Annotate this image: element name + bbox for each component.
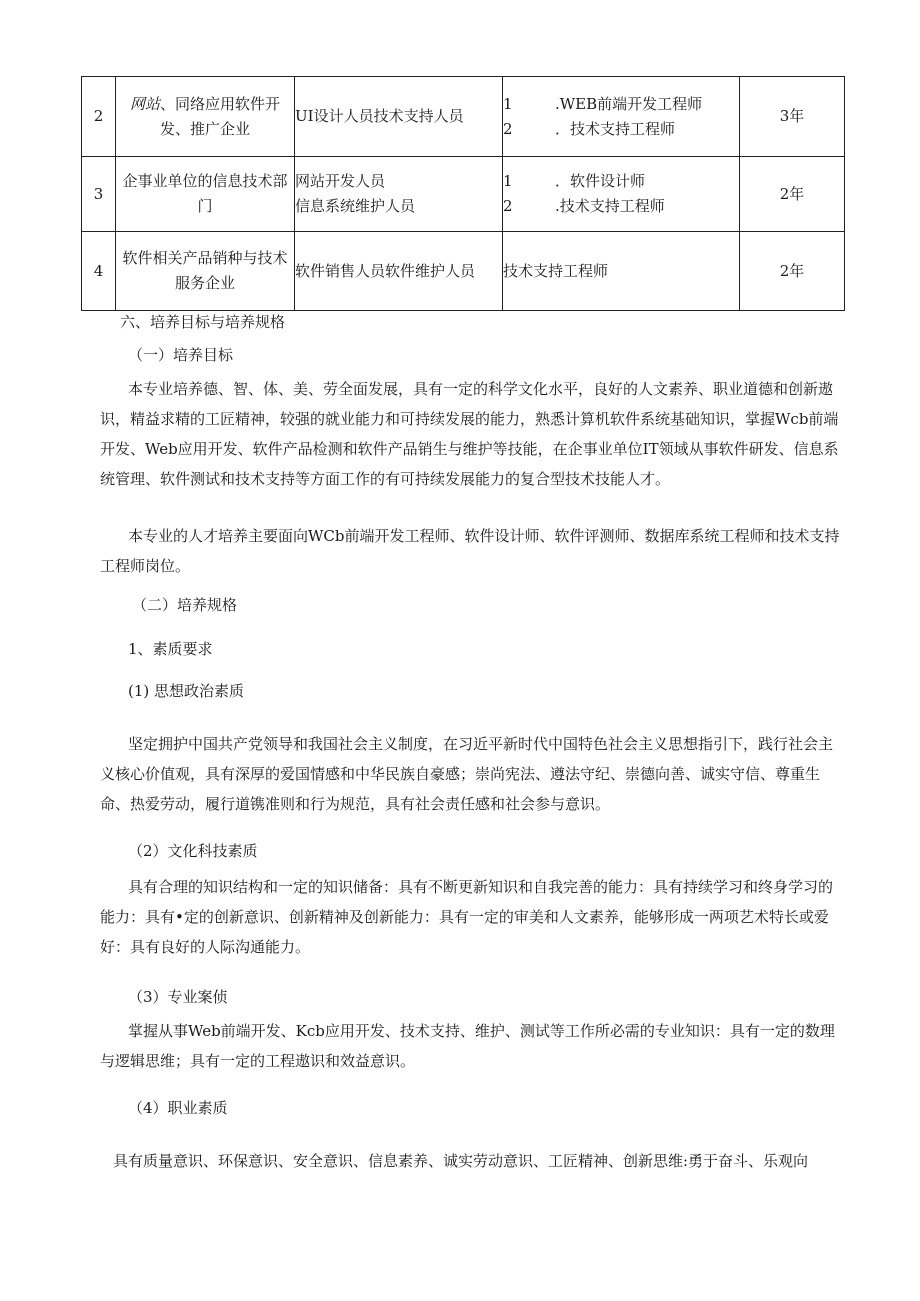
industry-cell bbox=[116, 77, 295, 157]
row-number: 2 bbox=[82, 77, 116, 157]
subsection-heading: （一）培养目标 bbox=[128, 346, 234, 364]
position-cell bbox=[295, 232, 503, 311]
industry-text: 软件相关产品销种与技术服务企业 bbox=[122, 249, 288, 292]
job-cell bbox=[503, 77, 740, 157]
job-line bbox=[503, 169, 739, 194]
paragraph-culture: 具有合理的知识结构和一定的知识储备：具有不断更新知识和自我完善的能力：具有持续学习和终身学习的能力：具有•定的创新意识、创新精神及创新能力：具有一定的审美和人文素养，能够形成一两项艺术特长或爱好：具有良好的人际沟通能力。 bbox=[100, 878, 834, 956]
position-cell bbox=[295, 157, 503, 232]
job-num: 1 bbox=[503, 94, 513, 113]
job-num: 1 bbox=[503, 172, 513, 190]
years-cell: 2年 bbox=[740, 157, 845, 232]
item-heading: 1、素质要求 bbox=[128, 640, 213, 658]
item-heading: （3）专业案侦 bbox=[128, 988, 228, 1006]
paragraph-professional: 掌握从事Web前端开发、Kcb应用开发、技术支持、维护、测试等工作所必需的专业知识：具有一定的数理与逻辑思维；具有一定的工程遨识和效益意识。 bbox=[100, 1022, 835, 1070]
paragraph-orientation: 本专业的人才培养主要面向WCb前端开发工程师、软件设计师、软件评测师、数据库系统工程师和技术支持工程师岗位。 bbox=[100, 527, 840, 575]
table-row bbox=[82, 232, 845, 311]
years-cell: 2年 bbox=[740, 232, 845, 311]
item-heading: (1) 思想政治素质 bbox=[128, 682, 245, 700]
position-cell bbox=[295, 77, 503, 157]
job-num: 2 bbox=[503, 119, 513, 138]
subsection-heading: （二）培养规格 bbox=[132, 596, 238, 614]
years-cell: 3年 bbox=[740, 77, 845, 157]
job-title: 技术支持工程师 bbox=[503, 261, 609, 280]
industry-cell bbox=[116, 232, 295, 311]
position-line: 软件销售人员软件维护人员 bbox=[295, 261, 476, 280]
job-title: .WEB前端开发工程师 bbox=[555, 94, 703, 113]
industry-text: 企事业单位的信息技术部门 bbox=[122, 172, 288, 215]
paragraph-vocational: 具有质量意识、环保意识、安全意识、信息素养、诚实劳动意识、工匠精神、创新思维:勇于奋斗、乐观向 bbox=[113, 1152, 809, 1170]
job-title: .技术支持工程师 bbox=[555, 197, 665, 215]
job-cell bbox=[503, 232, 740, 311]
position-line: 网站开发人员 bbox=[295, 172, 386, 190]
job-title: ．技术支持工程师 bbox=[555, 119, 676, 138]
row-number: 3 bbox=[82, 157, 116, 232]
item-heading: （4）职业素质 bbox=[128, 1099, 228, 1117]
job-line bbox=[503, 117, 739, 142]
row-number: 4 bbox=[82, 232, 116, 311]
paragraph-goal: 本专业培养德、智、体、美、劳全面发展，具有一定的科学文化水平，良好的人文素养、职业道德和创新遨识，精益求精的工匠精神，较强的就业能力和可持续发展的能力，熟悉计算机软件系统基础知识，掌握Wcb前端开发、Web应用开发、软件产品检测和软件产品销生与维护等技能，在企事业单位IT领域从事软件研发、信息系统管理、软件测试和技术支持等方面工作的有可持续发展能力的复合型技术技能人才。 bbox=[100, 380, 839, 488]
table-row bbox=[82, 157, 845, 232]
job-cell bbox=[503, 157, 740, 232]
paragraph-political: 坚定拥护中国共产党领导和我国社会主义制度，在习近平新时代中国特色社会主义思想指引下，践行社会主义核心价值观，具有深厚的爱国情感和中华民族自豪感；崇尚宪法、遵法守纪、崇德向善、诚实守信、尊重生命、热爱劳动，履行道镌准则和行为规范，具有社会责任感和社会参与意识。 bbox=[100, 735, 834, 813]
position-line: 信息系统维护人员 bbox=[295, 197, 416, 215]
position-line: UI设计人员技术支持人员 bbox=[295, 107, 464, 125]
industry-cell bbox=[116, 157, 295, 232]
industry-text: 、同络应用软件开发、推广企业 bbox=[159, 94, 281, 138]
job-line bbox=[503, 194, 739, 219]
job-num: 2 bbox=[503, 197, 513, 215]
job-table bbox=[81, 76, 845, 311]
item-heading: （2）文化科技素质 bbox=[128, 842, 258, 860]
industry-em: 网站 bbox=[129, 94, 160, 113]
job-title: ．软件设计师 bbox=[555, 172, 646, 190]
job-line bbox=[503, 92, 739, 117]
section-heading: 六、培养目标与培养规格 bbox=[120, 313, 286, 331]
table-row bbox=[82, 77, 845, 157]
